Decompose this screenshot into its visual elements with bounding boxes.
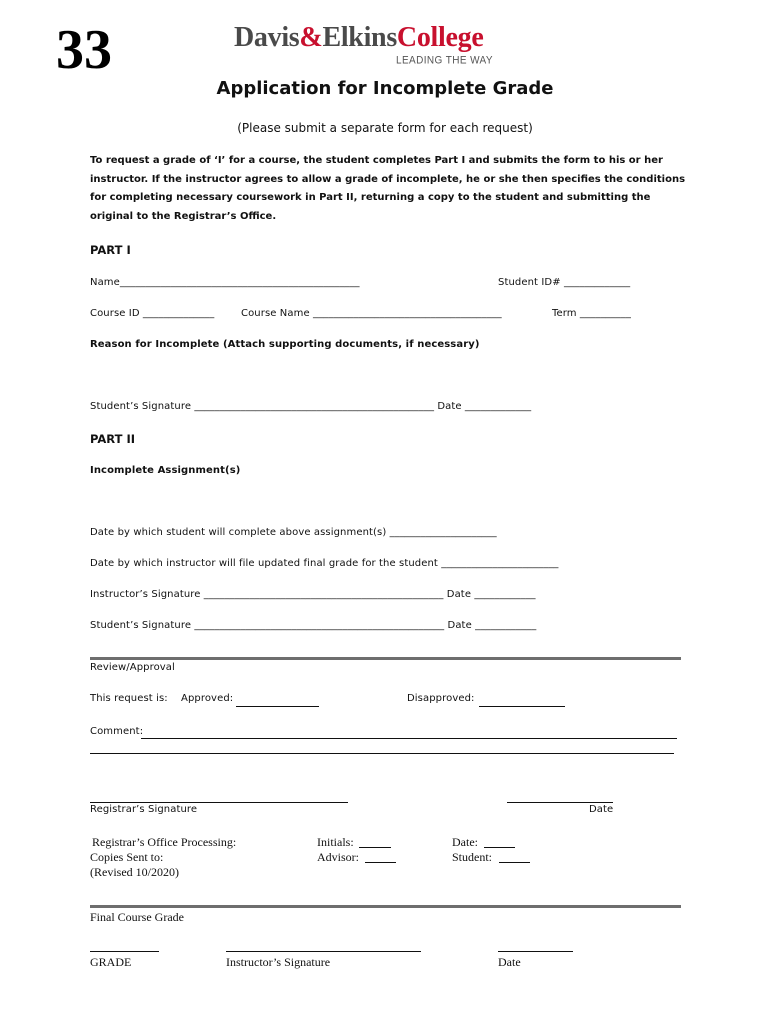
registrar-date-line[interactable]: [507, 802, 613, 803]
part-1-heading: PART I: [90, 243, 131, 257]
initials-label: Initials:: [317, 835, 354, 849]
student-id-field[interactable]: Student ID# _____________: [498, 277, 631, 288]
request-label: This request is:: [90, 693, 168, 704]
part-2-heading: PART II: [90, 432, 136, 446]
incomplete-assignments-label: Incomplete Assignment(s): [90, 465, 241, 476]
student-signature-field-part2[interactable]: Student’s Signature _________________________________________________ Date ____________: [90, 620, 537, 631]
comment-label: Comment:: [90, 726, 144, 737]
final-date-label: Date: [498, 955, 521, 969]
logo-ampersand: &: [299, 22, 323, 53]
instructions-paragraph: To request a grade of ‘I’ for a course, the student completes Part I and submits the form to his or her instructor. If the instructor agrees to allow a grade of incomplete, he or she then specifies the conditions for completing necessary coursework in Part II, returning a copy to the student and submitting the original to the Registrar’s Office.: [90, 155, 686, 222]
disapproved-label: Disapproved:: [407, 693, 475, 704]
form-subtitle: (Please submit a separate form for each request): [237, 121, 533, 135]
name-field[interactable]: Name_______________________________________________: [90, 277, 360, 288]
instructor-signature-field[interactable]: Instructor’s Signature _______________________________________________ Date ____________: [90, 589, 536, 600]
processing-date-line[interactable]: [484, 847, 515, 848]
advisor-line[interactable]: [365, 862, 396, 863]
review-heading: Review/Approval: [90, 662, 175, 673]
final-instructor-signature-label: Instructor’s Signature: [226, 955, 331, 969]
final-instructor-signature-line[interactable]: [226, 951, 421, 952]
comment-line-2[interactable]: [90, 753, 674, 754]
approved-label: Approved:: [181, 693, 234, 704]
course-name-field[interactable]: Course Name _____________________________________: [241, 308, 502, 319]
term-field[interactable]: Term __________: [552, 308, 631, 319]
comment-line-1[interactable]: [141, 738, 677, 739]
copies-sent-label: Copies Sent to:: [90, 850, 164, 864]
instructor-grade-date-field[interactable]: Date by which instructor will file updated final grade for the student _______________________: [90, 558, 559, 569]
grade-line[interactable]: [90, 951, 159, 952]
form-title: Application for Incomplete Grade: [216, 78, 554, 99]
disapproved-line[interactable]: [479, 706, 565, 707]
student-completion-date-field[interactable]: Date by which student will complete above assignment(s) _____________________: [90, 527, 497, 538]
revised-note: (Revised 10/2020): [90, 865, 179, 879]
registrar-signature-line[interactable]: [90, 802, 348, 803]
logo-college: College: [396, 22, 484, 53]
grade-label: GRADE: [90, 955, 132, 969]
advisor-label: Advisor:: [317, 850, 359, 864]
office-processing-label: Registrar’s Office Processing:: [92, 835, 237, 849]
logo-tagline: LEADING THE WAY: [396, 54, 493, 67]
approved-line[interactable]: [236, 706, 319, 707]
final-date-line[interactable]: [498, 951, 573, 952]
logo-davis: Davis: [234, 22, 300, 53]
student-signature-field-part1[interactable]: Student’s Signature _______________________________________________ Date _____________: [90, 401, 532, 412]
student-copy-line[interactable]: [499, 862, 530, 863]
logo-elkins: Elkins: [322, 22, 397, 53]
final-grade-heading: Final Course Grade: [90, 910, 184, 924]
registrar-signature-label: Registrar’s Signature: [90, 804, 198, 815]
registrar-date-label: Date: [589, 804, 614, 815]
student-copy-label: Student:: [452, 850, 493, 864]
course-id-field[interactable]: Course ID ______________: [90, 308, 215, 319]
review-divider: [90, 657, 681, 660]
reason-label: Reason for Incomplete (Attach supporting documents, if necessary): [90, 339, 480, 350]
page-number: 33: [56, 19, 112, 81]
processing-date-label: Date:: [452, 835, 478, 849]
college-logo: [234, 22, 514, 70]
initials-line[interactable]: [359, 847, 391, 848]
final-grade-divider: [90, 905, 681, 908]
